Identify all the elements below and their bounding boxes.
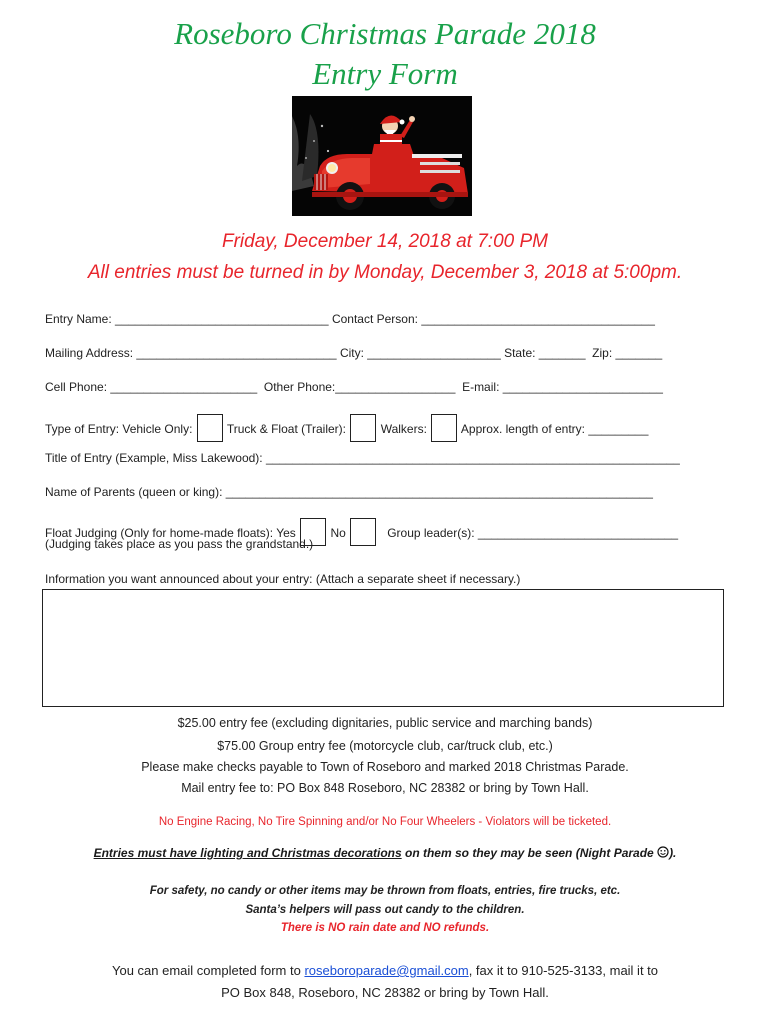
group-leaders-label: Group leader(s): ______________________________ xyxy=(387,526,679,540)
judging-no-label: No xyxy=(330,526,350,540)
vehicle-only-checkbox[interactable] xyxy=(197,414,223,442)
event-date: Friday, December 14, 2018 at 7:00 PM xyxy=(222,231,548,252)
city-label: City: ____________________ xyxy=(339,346,501,360)
lighting-rest: on them so they may be seen (Night Parade xyxy=(401,846,658,860)
lighting-end: ). xyxy=(669,846,677,860)
cell-phone-label: Cell Phone: ______________________ xyxy=(45,380,258,394)
footer-line2: PO Box 848, Roseboro, NC 28382 or bring by Town Hall. xyxy=(221,985,549,1000)
entry-name-label: Entry Name: ________________________________ xyxy=(45,312,329,326)
group-fee-line: $75.00 Group entry fee (motorcycle club, car/truck club, etc.) xyxy=(217,739,553,753)
other-phone-label: Other Phone:__________________ xyxy=(263,380,456,394)
email-link[interactable]: roseboroparade@gmail.com xyxy=(304,963,469,978)
phone-row[interactable] xyxy=(45,379,663,395)
state-label: State: _______ xyxy=(504,346,586,360)
email-label: E-mail: ________________________ xyxy=(462,380,663,394)
name-of-parents-field[interactable] xyxy=(45,484,653,500)
mailing-address-label: Mailing Address: ______________________________ xyxy=(45,346,337,360)
mail-fee-line: Mail entry fee to: PO Box 848 Roseboro, NC 28382 or bring by Town Hall. xyxy=(181,781,589,795)
walkers-checkbox[interactable] xyxy=(431,414,457,442)
safety-line1: For safety, no candy or other items may be thrown from floats, entries, fire trucks, etc. xyxy=(149,885,621,897)
footer-text-before: You can email completed form to xyxy=(111,963,305,978)
contact-person-label: Contact Person: ___________________________________ xyxy=(331,312,655,326)
title-of-entry-label: Title of Entry (Example, Miss Lakewood): ______________________________________________________________ xyxy=(45,451,680,465)
lighting-requirement xyxy=(0,846,770,860)
form-title-line2: Entry Form xyxy=(312,56,458,91)
smiley-icon xyxy=(657,846,669,860)
no-racing-warning: No Engine Racing, No Tire Spinning and/or No Four Wheelers - Violators will be ticketed. xyxy=(158,816,612,828)
truck-float-checkbox[interactable] xyxy=(350,414,376,442)
form-title-line1: Roseboro Christmas Parade 2018 xyxy=(174,16,596,51)
lighting-underlined: Entries must have lighting and Christmas decorations xyxy=(93,846,402,860)
zip-label: Zip: _______ xyxy=(592,346,663,360)
announcement-textarea[interactable] xyxy=(42,589,724,707)
no-rain-refund: There is NO rain date and NO refunds. xyxy=(280,922,490,934)
name-of-parents-label: Name of Parents (queen or king): ________________________________________________________________ xyxy=(45,485,653,499)
footer-line1 xyxy=(0,962,770,980)
submission-deadline: All entries must be turned in by Monday, December 3, 2018 at 5:00pm. xyxy=(87,262,683,283)
santa-firetruck-photo xyxy=(292,96,472,216)
float-judging-label: Float Judging (Only for home-made floats): Yes xyxy=(45,526,300,540)
title-of-entry-field[interactable] xyxy=(45,450,680,466)
check-payable-line: Please make checks payable to Town of Roseboro and marked 2018 Christmas Parade. xyxy=(141,760,629,774)
mailing-address-row[interactable] xyxy=(45,345,662,361)
approx-length-label: Approx. length of entry: _________ xyxy=(460,422,649,436)
entry-fee-line: $25.00 entry fee (excluding dignitaries, public service and marching bands) xyxy=(177,716,593,730)
type-of-entry-label: Type of Entry: Vehicle Only: xyxy=(45,422,196,436)
footer-text-after: , fax it to 910-525-3133, mail it to xyxy=(468,963,659,978)
entry-name-field[interactable] xyxy=(45,311,655,327)
info-label: Information you want announced about your entry: (Attach a separate sheet if necessary.) xyxy=(45,572,521,586)
walkers-label: Walkers: xyxy=(380,422,431,436)
type-of-entry-row xyxy=(45,414,648,442)
truck-float-label: Truck & Float (Trailer): xyxy=(226,422,350,436)
judging-no-checkbox[interactable] xyxy=(350,518,376,546)
safety-line2: Santa’s helpers will pass out candy to the children. xyxy=(245,904,525,916)
judging-note: (Judging takes place as you pass the grandstand.) xyxy=(45,537,314,551)
